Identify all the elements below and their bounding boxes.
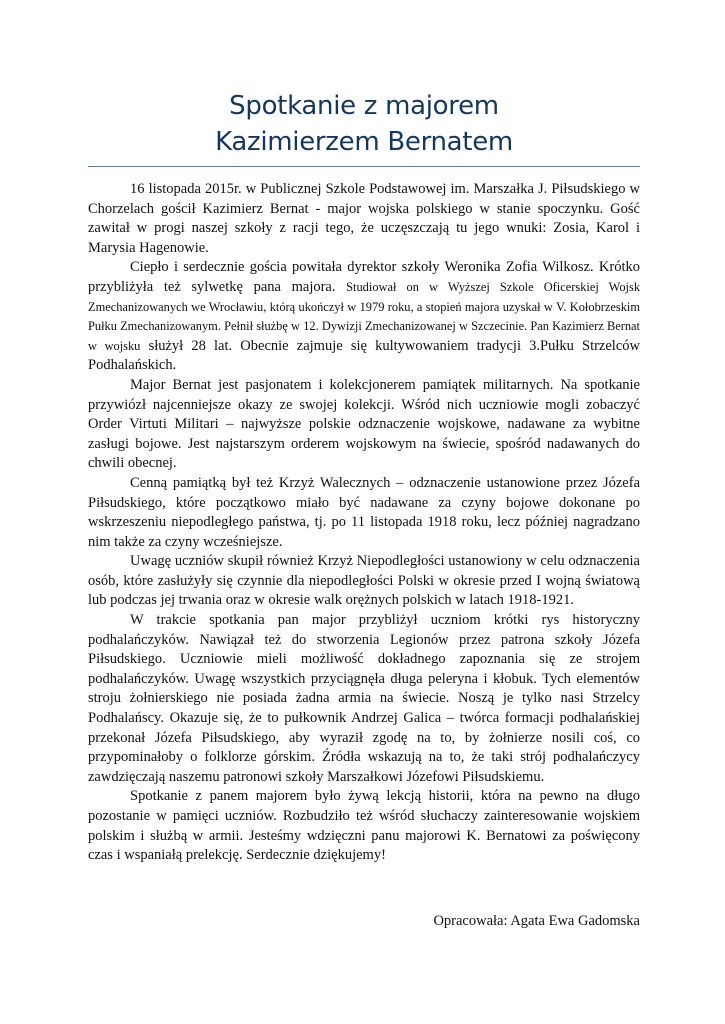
paragraph-closing: Spotkanie z panem majorem było żywą lekcją historii, która na pewno na długo pozostanie w pamięci uczniów. Rozbudziło też wśród słuchaczy zainteresowanie wojskiem polskim i służbą w armii. Jesteśmy wdzięczni panu majorowi K. Bernatowi za poświęcony czas i wspaniałą prelekcję. Serdecznie dziękujemy! bbox=[88, 788, 640, 864]
paragraph-career: Studiował on w Wyższej Szkole Oficerskiej Wojsk Zmechanizowanych we Wrocławiu, którą ukończył w 1979 roku, a stopień majora uzyskał w V. Kołobrzeskim Pułku Zmechanizowanym. Pełnił służbę w 12. Dywizji Zmechanizowanej w Szczecinie. Pan Kazimierz Bernat w wojsku bbox=[88, 279, 641, 353]
title-line-2: Kazimierzem Bernatem bbox=[215, 127, 513, 157]
paragraph-history: W trakcie spotkania pan major przybliżył uczniom krótki rys historyczny podhalańczyków. Nawiązał też do stworzenia Legionów przez patrona szkoły Józefa Piłsudskiego. Uczniowie mieli możliwość dokładnego zapoznania się ze strojem podhalańczyków. Uwagę wszystkich przyciągnęła długa peleryna i kłobuk. Tych elementów stroju żołnierskiego nie posiada żadna armia na świecie. Noszą je tylko nasi Strzelcy Podhalańscy. Okazuje się, że to pułkownik Andrzej Galica – twórca formacji podhalańskiej przekonał Józefa Piłsudskiego, aby wyraził zgodę na to, by żołnierze nosili coś, co przypominałoby o folklorze górskim. Źródła wskazują na to, że taki strój podhalańczycy zawdzięczają naszemu patronowi szkoły Marszałkowi Józefowi Piłsudskiemu. bbox=[88, 612, 640, 785]
paragraph-collection: Major Bernat jest pasjonatem i kolekcjonerem pamiątek militarnych. Na spotkanie przywiózł najcenniejsze okazy ze swojej kolekcji. Wśród nich uczniowie mogli zobaczyć Order Virtuti Militari – najwyższe polskie odznaczenie wojskowe, nadawane za wybitne zasługi bojowe. Jest najstarszym orderem wojskowym na świecie, spośród nadawanych do chwili obecnej. bbox=[88, 376, 640, 472]
paragraph-service: służył 28 lat. Obecnie zajmuje się kultywowaniem tradycji 3.Pułku Strzelców Podhalańskich. bbox=[88, 337, 640, 374]
author-signature: Opracowała: Agata Ewa Gadomska bbox=[433, 913, 640, 929]
title-line-1: Spotkanie z majorem bbox=[229, 91, 499, 121]
paragraph-welcome: Ciepło i serdecznie gościa powitała dyrektor szkoły Weronika Zofia Wilkosz. Krótko przybliżyła też sylwetkę pana majora. bbox=[88, 259, 640, 295]
paragraph-cross-valor: Cenną pamiątką był też Krzyż Walecznych – odznaczenie ustanowione przez Józefa Piłsudskiego, które początkowo miało być nadawane za czyny bojowe dokonane po wskrzeszeniu niepodległego państwa, tj. po 11 listopada 1918 roku, lecz później nagradzano nim także za czyny wcześniejsze. bbox=[88, 474, 640, 550]
paragraph-welcome-group bbox=[88, 258, 640, 376]
paragraph-intro: 16 listopada 2015r. w Publicznej Szkole Podstawowej im. Marszałka J. Piłsudskiego w Chorzelach gościł Kazimierz Bernat - major wojska polskiego w stanie spoczynku. Gość zawitał w progi naszej szkoły z racji tego, że uczęszczają tu jego wnuki: Zosia, Karol i Marysia Hagenowie. bbox=[88, 181, 640, 256]
page-title bbox=[88, 88, 640, 167]
article-body bbox=[88, 180, 640, 866]
paragraph-cross-independence: Uwagę uczniów skupił również Krzyż Niepodległości ustanowiony w celu odznaczenia osób, które zasłużyły się czynnie dla niepodległości Polski w okresie przed I wojną światową lub podczas jej trwania oraz w okresie walk orężnych polskich w latach 1918-1921. bbox=[88, 553, 640, 609]
